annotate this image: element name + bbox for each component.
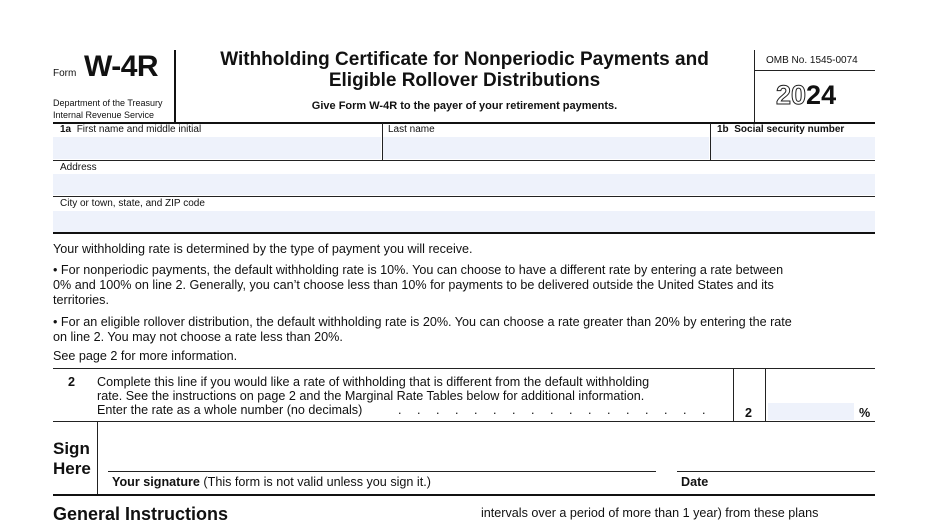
- withholding-rate-input[interactable]: [768, 403, 854, 420]
- line2-number: 2: [68, 375, 76, 389]
- bullet1-line-2: 0% and 100% on line 2. Generally, you can’t choose less than 10% for payments to be delivered outside the United States and its: [53, 278, 774, 292]
- footer-continuation-text: intervals over a period of more than 1 year) from these plans: [481, 506, 819, 520]
- city-label: City or town, state, and ZIP code: [60, 198, 205, 209]
- row1-divider-2: [710, 123, 711, 160]
- signature-caption-note: (This form is not valid unless you sign it.): [199, 475, 431, 489]
- percent-sign: %: [859, 406, 871, 420]
- signature-field[interactable]: [108, 430, 656, 470]
- omb-underline: [755, 70, 875, 71]
- city-bottom-rule: [53, 232, 875, 234]
- address-label: Address: [60, 162, 97, 173]
- general-instructions-heading: General Instructions: [53, 504, 229, 524]
- agency-line-2: Internal Revenue Service: [53, 110, 155, 120]
- row1-divider-1: [382, 123, 383, 160]
- form-title-line-2: Eligible Rollover Distributions: [328, 70, 601, 91]
- date-caption: Date: [681, 475, 709, 489]
- date-field[interactable]: [677, 430, 875, 470]
- form-label: Form: [53, 68, 77, 79]
- line2-top-rule: [53, 368, 875, 369]
- sign-label: Sign: [53, 439, 90, 458]
- see-page-note: See page 2 for more information.: [53, 349, 238, 363]
- tax-year-bold: 24: [806, 80, 837, 110]
- form-title-line-1: Withholding Certificate for Nonperiodic Payments and: [220, 49, 709, 70]
- line2-text-1: Complete this line if you would like a rate of withholding that is different from the default withholding: [97, 375, 650, 389]
- signature-line: [108, 471, 656, 472]
- bullet1-line-3: territories.: [53, 293, 109, 307]
- agency-line-1: Department of the Treasury: [53, 98, 163, 108]
- form-instruction: Give Form W-4R to the payer of your retirement payments.: [311, 100, 618, 112]
- bullet1-line-1: • For nonperiodic payments, the default withholding rate is 10%. You can choose to have a different rate by entering a rate between: [53, 263, 784, 277]
- first-name-label: [60, 124, 201, 135]
- header-divider-right: [754, 50, 755, 122]
- info-intro: Your withholding rate is determined by the type of payment you will receive.: [53, 242, 473, 256]
- ssn-num: 1b: [717, 124, 729, 135]
- address-input[interactable]: [53, 174, 875, 195]
- ssn-label: [717, 124, 844, 135]
- address-bottom-rule: [53, 196, 875, 197]
- line2-box-number: 2: [745, 406, 753, 420]
- row1-bottom-rule: [53, 160, 875, 161]
- ssn-text: Social security number: [734, 124, 845, 135]
- form-number: W-4R: [84, 50, 159, 83]
- line2-text-3: Enter the rate as a whole number (no decimals): [97, 403, 363, 417]
- sign-divider: [97, 422, 98, 495]
- first-name-text: First name and middle initial: [76, 124, 202, 135]
- ssn-input[interactable]: [711, 137, 875, 159]
- line2-text-2: rate. See the instructions on page 2 and the Marginal Rate Tables below for additional information.: [97, 389, 645, 403]
- first-name-num: 1a: [60, 124, 72, 135]
- signature-caption: [112, 475, 431, 490]
- omb-number: OMB No. 1545-0074: [766, 55, 858, 66]
- line2-leader-dots: . . . . . . . . . . . . . . . . .: [398, 403, 712, 417]
- tax-year: [776, 80, 836, 111]
- sign-bottom-rule: [53, 494, 875, 496]
- first-name-input[interactable]: [53, 137, 381, 159]
- last-name-input[interactable]: [383, 137, 709, 159]
- line2-box-divider-1: [733, 369, 734, 421]
- bullet2-line-1: • For an eligible rollover distribution, the default withholding rate is 20%. You can choose a rate greater than 20% by entering the rate: [53, 315, 792, 329]
- line2-bottom-rule: [53, 421, 875, 422]
- signature-caption-bold: Your signature: [112, 475, 200, 489]
- tax-year-outline: 20: [776, 80, 807, 110]
- city-input[interactable]: [53, 211, 875, 232]
- date-line: [677, 471, 875, 472]
- bullet2-line-2: on line 2. You may not choose a rate less than 20%.: [53, 330, 343, 344]
- last-name-label: Last name: [388, 124, 435, 135]
- line2-box-divider-2: [765, 369, 766, 421]
- here-label: Here: [53, 459, 91, 478]
